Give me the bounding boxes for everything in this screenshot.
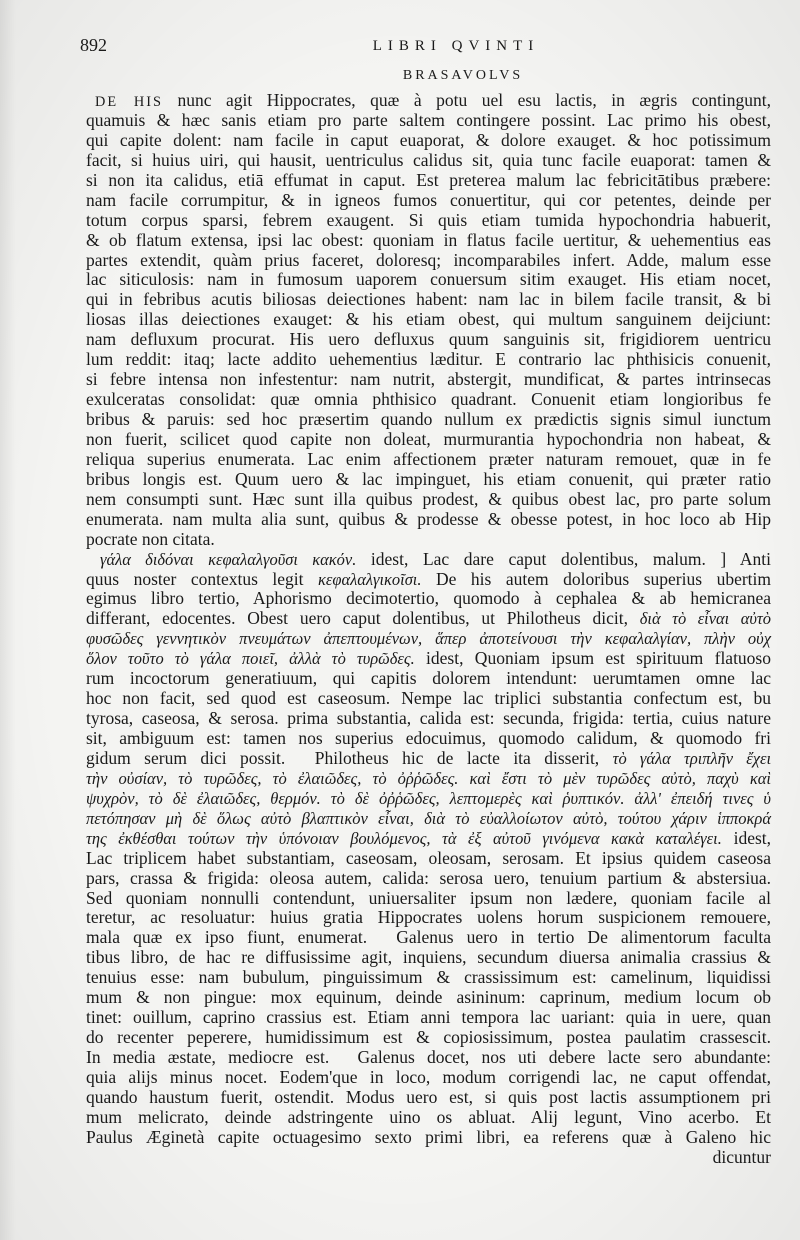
text-line: teretur, ac resoluatur: huius gratia Hippocrates uolens horum suspicionem remouere, <box>86 907 771 928</box>
text-line <box>86 749 771 769</box>
latin-text: Philotheus hic de lacte ita disserit, <box>314 747 600 768</box>
text-line: bribus & paruis: sed hoc præsertim quando nullum ex prædictis signis simul iunctum <box>86 409 771 429</box>
text-line: tibus libro, de hac re diffusissime agit, inquiens, secundum diuersa animalia crassius & <box>86 947 771 968</box>
text-line: nem consumpti sunt. Hæc sunt illa quibus prodest, & quibus obest lac, pro parte solum <box>86 488 771 509</box>
text-line: qui capite dolent: nam facile in caput euaporat, & dolore exauget. & hoc potissimum <box>86 129 771 150</box>
text-line: lac siticulosis: nam in fumosum uaporem conuersum sitim exauget. His etiam nocet, <box>86 269 771 290</box>
latin-text: Galenus uero in tertio De alimentorum faculta <box>396 927 772 948</box>
text-line: Paulus Æginetà capite octuagesimo sexto primi libri, ea referens quæ à Galeno hic <box>86 1126 771 1147</box>
text-line: tenuius esse: nam bubulum, pinguissimum & crassissimum est: camelinum, liquidissi <box>86 967 771 988</box>
latin-text: idest, Quoniam ipsum est spirituum flatuoso <box>426 648 771 669</box>
text-line: rum incoctorum generatiuum, qui capitis dolorem intendunt: uerumtamen omne lac <box>86 668 771 689</box>
greek-text: διὰ τὸ εἶναι αὐτὸ <box>639 609 772 629</box>
latin-text: In media æstate, mediocre est. <box>86 1047 330 1067</box>
text-line: lum reddit: itaq; lacte addito uehementius læditur. E contrario lac phthisicis conuenit, <box>86 349 771 370</box>
text-line: & ob flatum extensa, ipsi lac obest: quoniam in flatus facile uertitur, & uehementius eas <box>86 229 771 250</box>
text-line: facit, si huius uiri, qui hausit, uentriculus calidus sit, quia tunc facile euaporat: tamen & <box>86 149 771 170</box>
text-line: Sed quoniam nonnulli contendunt, uniuersaliter ipsum non lædere, quoniam facile al <box>86 887 771 908</box>
text-line: tinet: ouillum, caprino crassius est. Etiam anni tempora lac uariant: quia in uere, quan <box>86 1007 771 1028</box>
text-line: mum & non pingue: mox equinum, deinde asininum: caprinum, medium locum ob <box>86 987 771 1008</box>
text-line: si non ita calidus, etiā effumat in caput. Est preterea malum lac febricitātibus præbere: <box>86 169 771 190</box>
running-head: LIBRI QVINTI <box>372 38 540 54</box>
greek-text: γάλα διδόναι κεφαλαλγοῦσι κακόν. <box>100 549 357 569</box>
greek-text-line: φυσῶδες γεννητικὸν πνευμάτων ἀπεπτουμένων, ἅπερ ἀποτείνουσι τὴν κεφαλαλγίαν, πλὴν οὐχ <box>86 629 771 649</box>
page-number: 892 <box>80 35 107 55</box>
text-line: non fuerit, scilicet quod capite non doleat, murmurantia hypochondria non habeat, & <box>86 428 771 449</box>
text-line: quia alijs minus nocet. Eodem'que in loco, modum corrigendi lac, ne caput offendat, <box>86 1066 771 1087</box>
latin-text: nunc agit Hippocrates, quæ à potu uel esu lactis, in ægris contingunt, <box>177 90 772 110</box>
text-line <box>86 829 771 849</box>
text-line: mum melicrato, deinde adstringente uino os abluat. Alij legunt, Vino acerbo. Et <box>86 1106 771 1127</box>
text-block <box>86 91 771 1168</box>
text-line: bribus longis est. Quum uero & lac impinguet, his etiam conuenit, qui præter ratio <box>86 468 771 489</box>
greek-text-line: πετόπησαν μὴ δὲ ὅλως αὐτὸ βλαπτικὸν εἶναι, διὰ τὸ εὐαλλοίωτον αὐτὸ, τούτου χάριν ἱπποκρά <box>86 808 771 828</box>
opening-words: DE HIS <box>95 94 163 110</box>
text-line: sit, ambiguum est: tamen nos superius edocuimus, quomodo calidum, & quomodo fri <box>86 728 771 748</box>
latin-text: mala quæ ex ipso fiunt, enumerat. <box>86 927 368 948</box>
catchword: dicuntur <box>712 1146 771 1167</box>
text-line: reliqua superius enumerata. Lac enim affectionem præter naturam remouet, quæ in fe <box>86 448 771 469</box>
text-line: hoc non facit, sed quod est caseosum. Nempe lac triplici substantia confectum est, bu <box>86 688 771 709</box>
text-line <box>86 550 771 570</box>
latin-text: idest, Lac dare caput dolentibus, malum. ] Anti <box>370 548 772 569</box>
text-line <box>86 928 771 948</box>
text-line <box>86 570 771 590</box>
text-line: nam defluxum procurat. His uero defluxus quum sanguinis sit, frigidiorem uentricu <box>86 329 771 350</box>
commentator-heading: BRASAVOLVS <box>402 68 524 83</box>
greek-text: ὅλον τοῦτο τὸ γάλα ποιεῖ, ἀλλὰ τὸ τυρῶδες. <box>86 649 415 669</box>
greek-text-line: τὴν οὐσίαν, τὸ τυρῶδες, τὸ ἐλαιῶδες, τὸ ὀῤῥῶδες. καὶ ἔστι τὸ μὲν τυρῶδες αὐτὸ, παχὺ καὶ <box>86 768 771 788</box>
text-line: pars, crassa & frigida: oleosa autem, calida: serosa uero, tenuium partium & abstersiua. <box>86 867 771 888</box>
text-line: do recenter peperere, humidissimum est & copiosissimum, postea paulatim crassescit. <box>86 1027 771 1048</box>
latin-text: gidum serum dici possit. <box>86 747 286 768</box>
greek-text: της ἐκθέσθαι τούτων τὴν ὑπόνοιαν βουλόμενος, τὰ ἐξ αὐτοῦ γινόμενα κακὰ καταλέγει. <box>86 828 722 848</box>
latin-text: Galenus docet, nos uti debere lacte sero abundante: <box>357 1047 771 1067</box>
text-line: totum corpus sparsi, febrem exaugent. Si quis etiam tumida hypochondria habuerit, <box>86 209 771 230</box>
latin-text: idest, <box>733 827 772 848</box>
text-line: nam facile corrumpitur, & in igneos fumos conuertitur, qui cor petentes, deinde per <box>86 189 771 210</box>
text-line <box>86 91 771 111</box>
text-line: quando haustum fuerit, ostendit. Modus uero est, si quis post lactis assumptionem pri <box>86 1086 771 1107</box>
greek-text-line: ψυχρὸν, τὸ δὲ ἐλαιῶδες, θερμόν. τὸ δὲ ὀῤῥῶδες, λεπτομερὲς καὶ ῥυπτικόν. ἀλλ' ἐπειδή τινες ὑ <box>86 788 771 808</box>
text-line <box>86 609 771 629</box>
text-line: partes extendit, quàm prius faceret, doloresq; incomparabiles infert. Adde, malum esse <box>86 249 771 270</box>
text-line: egimus libro tertio, Aphorismo decimotertio, quomodo à cephalea & ab hemicranea <box>86 588 771 609</box>
text-line: enumerata. nam multa alia sunt, quibus & prodesse & obesse potest, in hoc loco ab Hip <box>86 508 771 529</box>
text-line: quamuis & hæc sanis etiam pro parte saltem contingere possint. Lac primo his obest, <box>86 109 771 130</box>
greek-text: κεφαλαλγικοῖσι. <box>318 569 422 589</box>
text-line: qui in febribus acutis biliosas deiectiones habent: nam lac in bilem facile transit, & bi <box>86 289 771 310</box>
text-line: si febre intensa non infestentur: nam nutrit, abstergit, mundificat, & partes intrinsecas <box>86 369 771 390</box>
latin-text: differant, edocentes. Obest uero caput dolentibus, ut Philotheus dicit, <box>86 608 628 629</box>
text-line <box>86 649 771 669</box>
text-line <box>86 1048 771 1068</box>
text-line: exulceratas consolidat: quæ omnia phthisico quadrant. Conuenit etiam longioribus fe <box>86 389 771 410</box>
text-line: pocrate non citata. <box>86 528 215 549</box>
latin-text: quus noster contextus legit <box>86 568 304 589</box>
text-line: liosas illas deiectiones exauget: & his etiam obest, qui multum sanguinem deijciunt: <box>86 309 771 330</box>
latin-text: De his autem doloribus superius ubertim <box>436 568 771 589</box>
text-line: tyrosa, caseosa, & serosa. prima substantia, calida est: secunda, frigida: tertia, cuius nature <box>86 708 771 729</box>
text-line: Lac triplicem habet substantiam, caseosam, oleosam, serosam. Et ipsius quidem caseosa <box>86 847 771 868</box>
greek-text: τὸ γάλα τριπλῆν ἔχει <box>612 748 772 768</box>
